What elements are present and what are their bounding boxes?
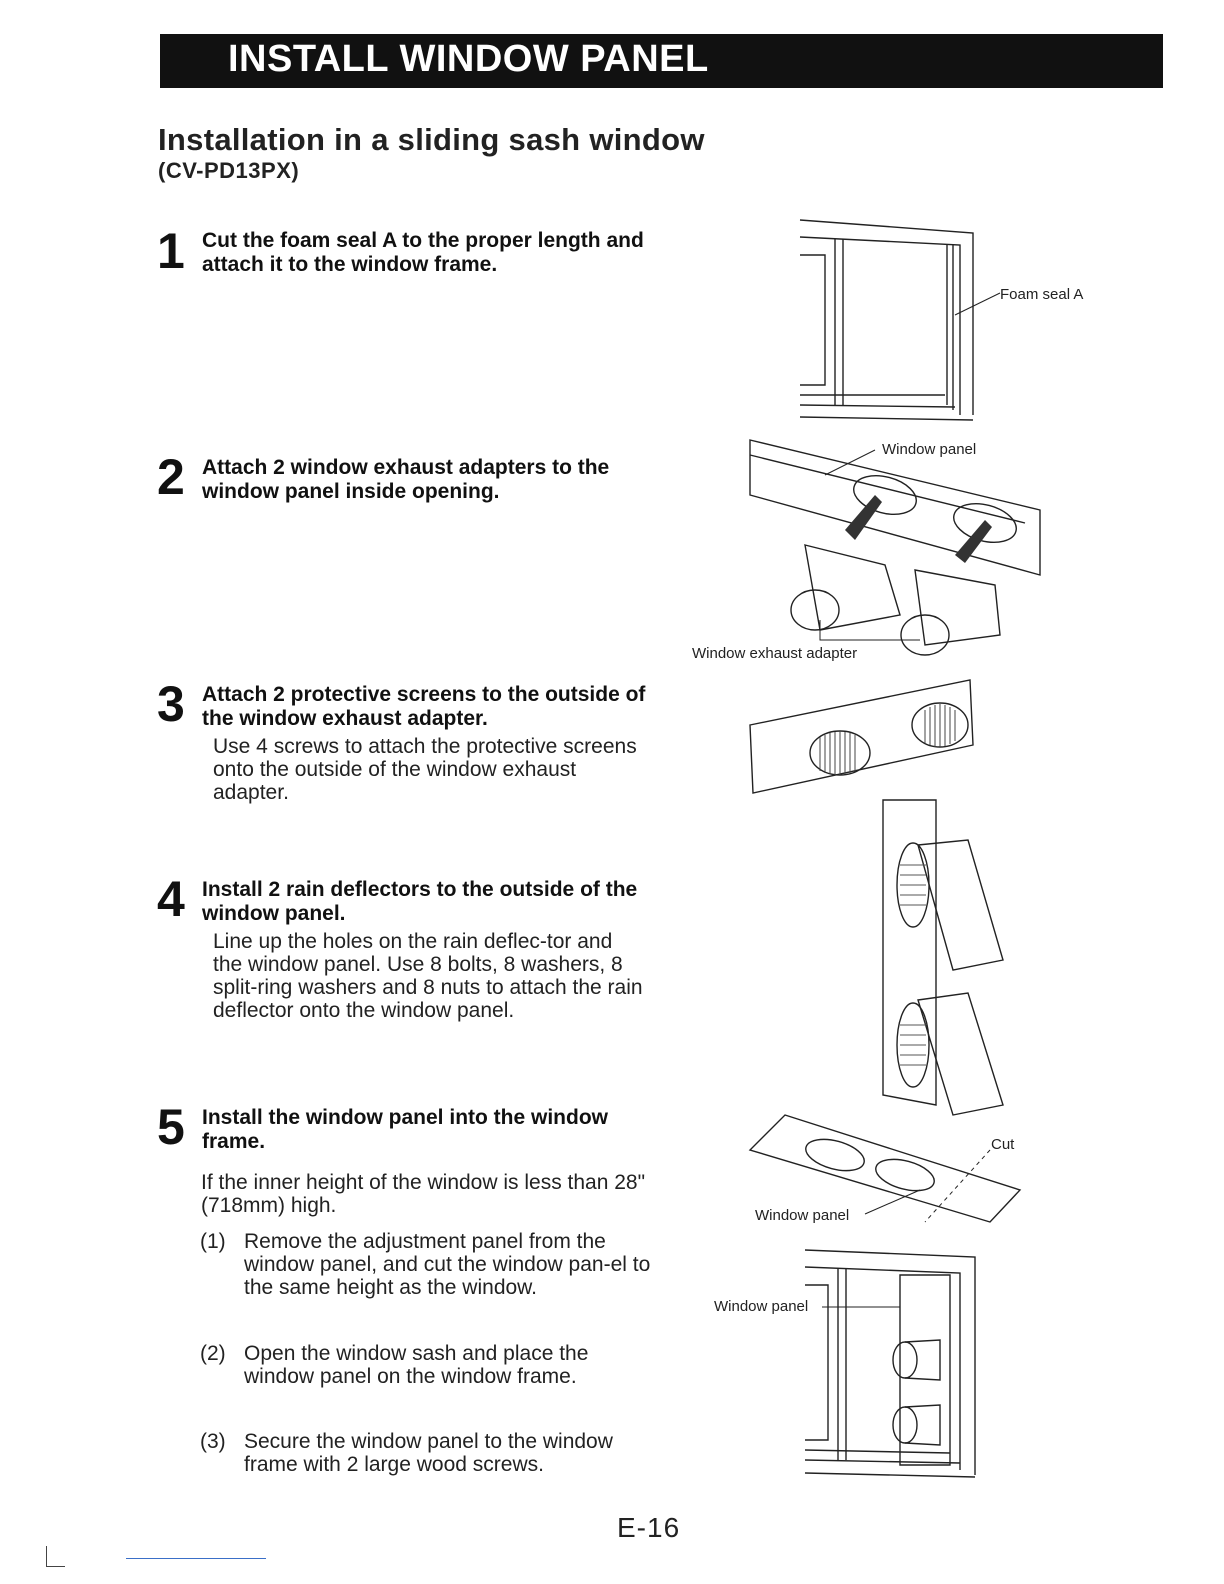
step-1-title: Cut the foam seal A to the proper length and attach it to the window frame.: [202, 229, 644, 276]
banner-title: INSTALL WINDOW PANEL: [228, 38, 709, 80]
window-panel-adapters-illustration: [745, 435, 1045, 665]
label-cut: Cut: [991, 1136, 1015, 1153]
label-window-panel-1: Window panel: [882, 441, 977, 458]
substep-2-text: Open the window sash and place the window panel on the window frame.: [244, 1342, 589, 1388]
step-3-number: 3: [157, 676, 185, 732]
label-exhaust-adapter: Window exhaust adapter: [692, 645, 858, 662]
step-1-number: 1: [157, 223, 185, 279]
step-4-body: Line up the holes on the rain deflec-tor and the window panel. Use 8 bolts, 8 washers, 8 split-ring washers and 8 nuts to attach the rain deflector onto the window panel.: [213, 930, 643, 1022]
window-frame-foam-seal-illustration: [795, 215, 985, 425]
substep-1: [200, 1230, 655, 1299]
substep-3: [200, 1430, 655, 1476]
substep-3-number: (3): [200, 1430, 226, 1453]
label-window-panel-3: Window panel: [714, 1298, 809, 1315]
substep-1-text: Remove the adjustment panel from the window panel, and cut the window pan-el to the same height as the window.: [244, 1230, 651, 1299]
step-5-title: Install the window panel into the window frame.: [202, 1106, 608, 1153]
substep-2: [200, 1342, 655, 1388]
model-number: (CV-PD13PX): [158, 158, 300, 183]
label-window-panel-2: Window panel: [755, 1207, 850, 1224]
step-3-body: Use 4 screws to attach the protective screens onto the outside of the window exhaust adapter.: [213, 735, 637, 804]
page-number: E-16: [617, 1512, 681, 1543]
substep-3-text: Secure the window panel to the window frame with 2 large wood screws.: [244, 1430, 613, 1476]
rain-deflectors-illustration: [858, 795, 1018, 1120]
step-3-title: Attach 2 protective screens to the outside of the window exhaust adapter.: [202, 683, 646, 730]
step-2-title: Attach 2 window exhaust adapters to the window panel inside opening.: [202, 456, 610, 503]
panel-in-frame-illustration: [800, 1245, 980, 1480]
section-banner: [160, 34, 1163, 88]
step-4-title: Install 2 rain deflectors to the outside of the window panel.: [202, 878, 638, 925]
footer-rule: [126, 1558, 266, 1559]
protective-screens-illustration: [745, 675, 995, 800]
step-4-number: 4: [157, 871, 185, 927]
page-title: Installation in a sliding sash window: [158, 122, 705, 157]
substep-2-number: (2): [200, 1342, 226, 1365]
step-2-number: 2: [157, 449, 185, 505]
step-5-number: 5: [157, 1099, 185, 1155]
crop-mark: [46, 1546, 65, 1567]
label-foam-seal: Foam seal A: [1000, 286, 1084, 303]
step-5-body: If the inner height of the window is less than 28" (718mm) high.: [201, 1171, 646, 1217]
substep-1-number: (1): [200, 1230, 226, 1253]
